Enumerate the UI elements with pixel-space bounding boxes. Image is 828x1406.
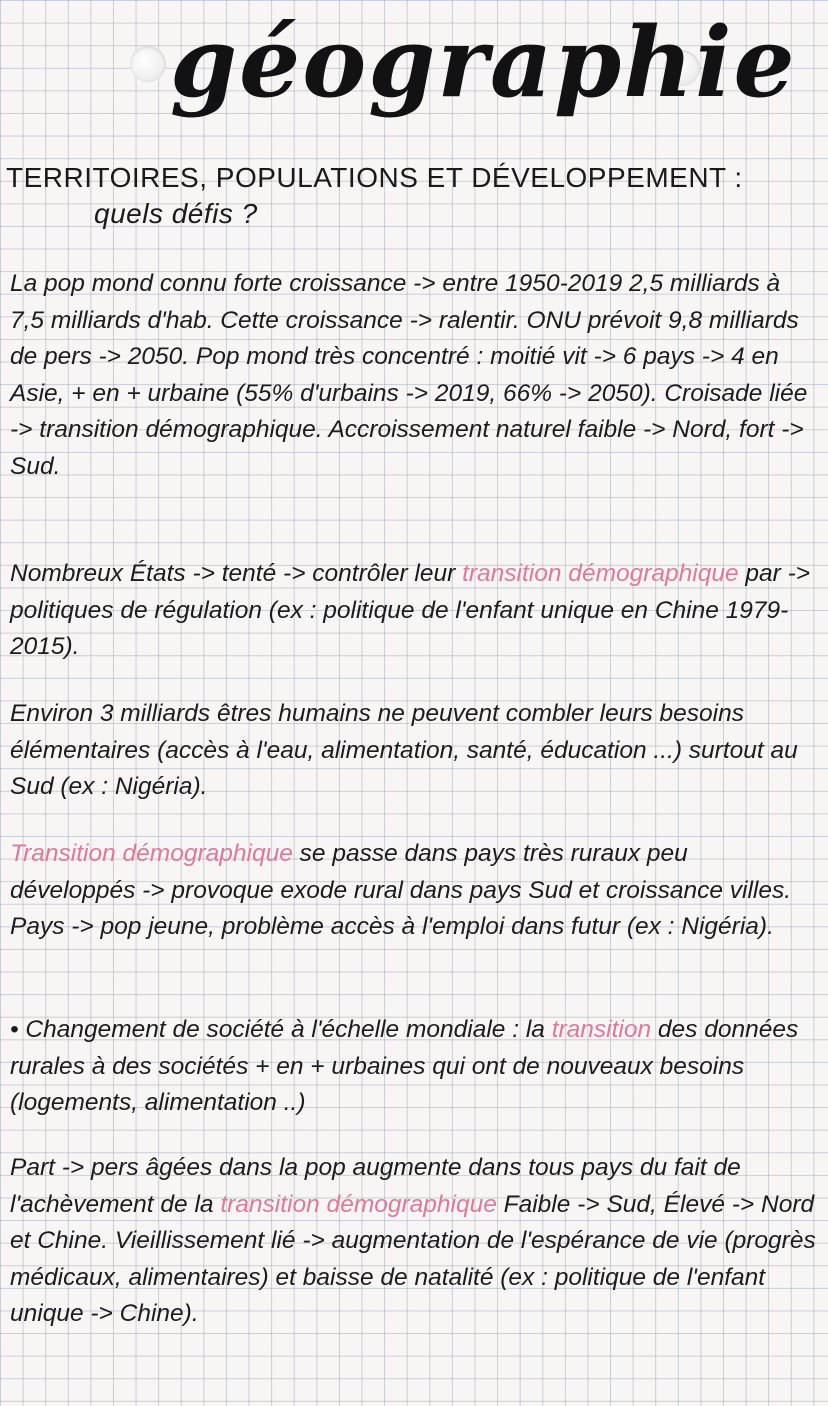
paragraph-text: des données rurales à des sociétés + en + urbaines qui ont de nouveaux besoins (logements, alimentation ..) xyxy=(10,1016,799,1116)
paragraph-text: se passe dans pays très ruraux peu développés -> provoque exode rural dans pays Sud et croissance villes. Pays -> pop jeune, problème accès à l'emploi dans futur (ex : Nigéria). xyxy=(10,840,792,940)
paragraph-text: • Changement de société à l'échelle mondiale : la xyxy=(10,1016,552,1043)
section-heading xyxy=(6,160,816,232)
paragraph-text: La pop mond connu forte croissance -> entre 1950-2019 2,5 milliards à 7,5 milliards d'hab. Cette croissance -> ralentir. ONU prévoit 9,8 milliards de pers -> 2050. Pop mond très concentré : moitié vit -> 6 pays -> 4 en Asie, + en + urbaine (55% d'urbains -> 2019, 66% -> 2050). Croisade liée -> transition démographique. Accroissement naturel faible -> Nord, fort -> Sud. xyxy=(10,270,808,480)
paragraph-text: par -> politiques de régulation (ex : politique de l'enfant unique en Chine 1979-2015). xyxy=(10,560,811,660)
paragraph-text: Part -> pers âgées dans la pop augmente dans tous pays du fait de l'achèvement de la xyxy=(10,1154,741,1218)
highlight-text: transition xyxy=(551,1016,652,1043)
highlight-text: Transition démographique xyxy=(10,840,293,867)
paragraph-state-policies xyxy=(10,556,818,666)
highlight-text: transition démographique xyxy=(220,1190,497,1218)
heading-line-1: TERRITOIRES, POPULATIONS ET DÉVELOPPEMENT : xyxy=(6,162,743,193)
paragraph-rural-exodus xyxy=(10,836,818,946)
paragraph-society-change xyxy=(10,1012,818,1122)
paragraph-text: Environ 3 milliards êtres humains ne peuvent combler leurs besoins élémentaires (accès à l'eau, alimentation, santé, éducation ...) surtout au Sud (ex : Nigéria). xyxy=(10,700,798,800)
page-title: géographie xyxy=(170,6,797,119)
heading-line-2: quels défis ? xyxy=(94,198,258,229)
highlight-text: transition démographique xyxy=(462,560,739,587)
paragraph-text: Nombreux États -> tenté -> contrôler leur xyxy=(10,560,463,587)
binder-hole-left xyxy=(130,46,166,82)
paragraph-basic-needs xyxy=(10,696,818,806)
paragraph-population-growth xyxy=(10,266,818,485)
paragraph-ageing xyxy=(10,1150,818,1333)
paragraph-text: Faible -> Sud, Élevé -> Nord et Chine. Vieillissement lié -> augmentation de l'espérance de vie (progrès médicaux, alimentaires) et baisse de natalité (ex : politique de l'enfant unique -> Chine). xyxy=(10,1190,816,1327)
